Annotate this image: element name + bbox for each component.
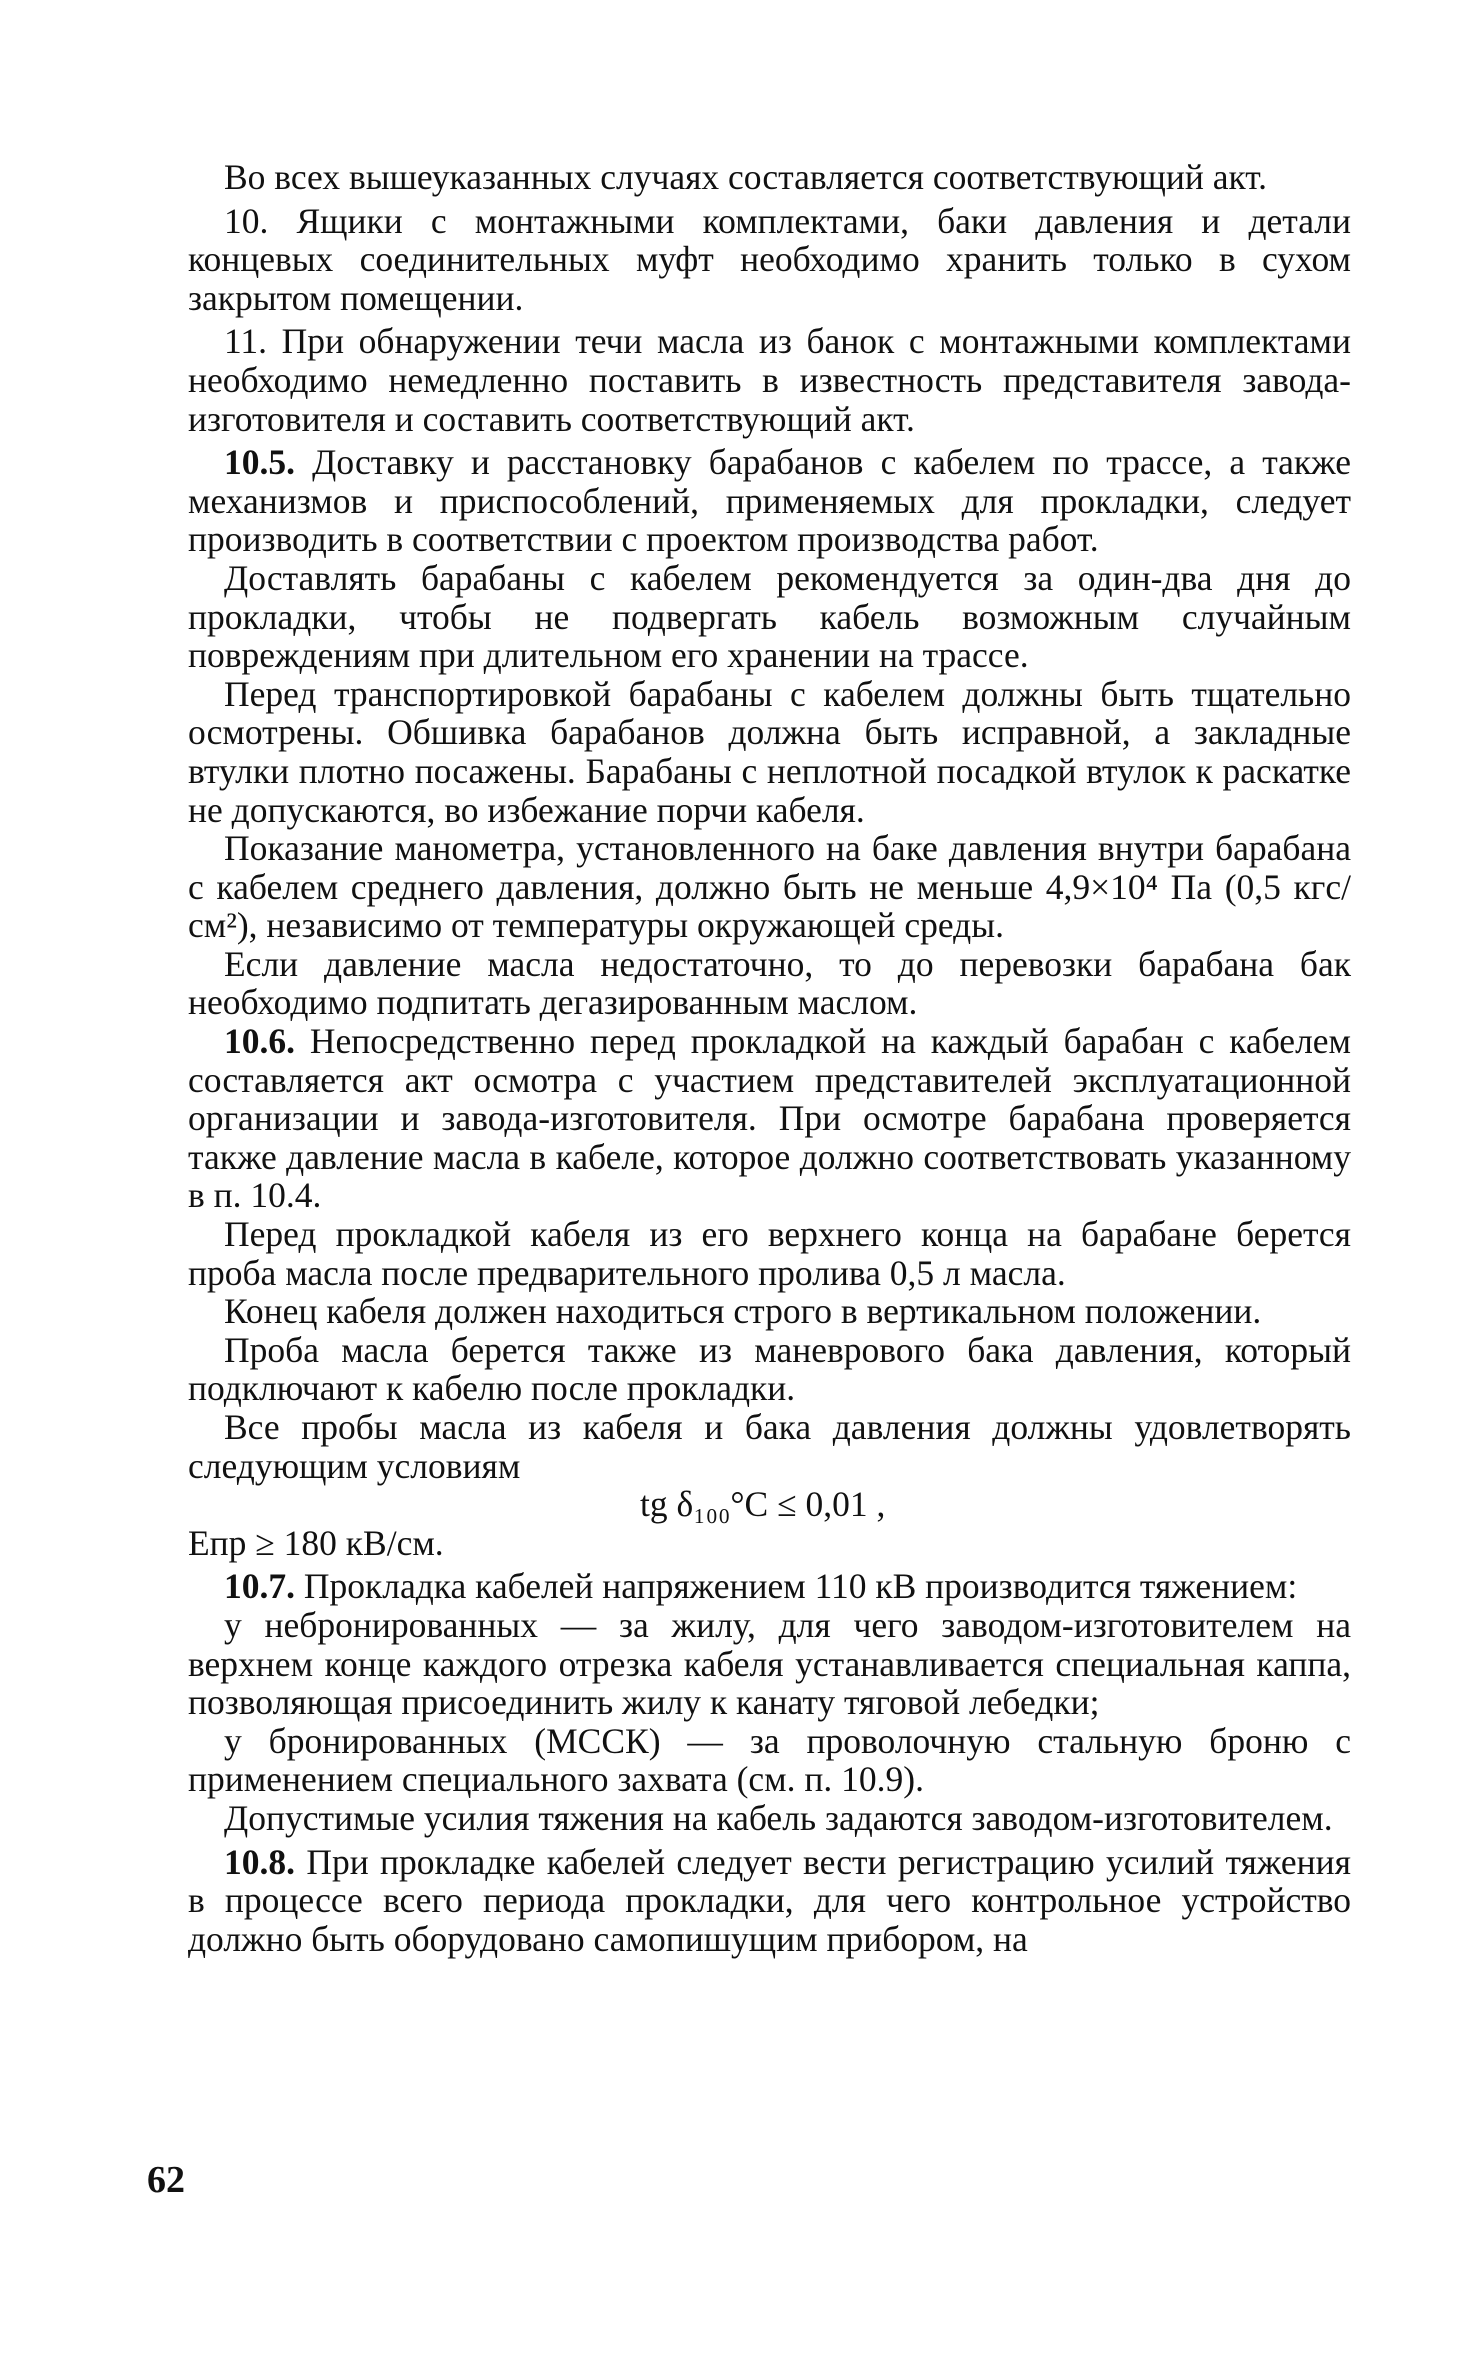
paragraph: Конец кабеля должен находиться строго в вертикальном положении. <box>224 1291 1262 1332</box>
paragraph: Доставлять барабаны с кабелем рекомендуется за один-два дня до прокладки, чтобы не подвергать кабель возможным случайным повреждениям при длительном его хранении на трассе. <box>188 557 1351 676</box>
paragraph: у небронированных — за жилу, для чего заводом-изготовителем на верхнем конце каждого отрезка кабеля устанавливается специальная каппа, позволяющая присоединить жилу к канату тяговой лебедки; <box>188 1604 1351 1723</box>
section-number: 10.6. <box>224 1021 295 1062</box>
paragraph: Во всех вышеуказанных случаях составляется соответствующий акт. <box>224 157 1268 197</box>
paragraph: Если давление масла недостаточно, то до перевозки барабана бак необходимо подпитать дегазированным маслом. <box>188 943 1351 1023</box>
paragraph: 11. При обнаружении течи масла из банок с монтажными комплектами необходимо немедленно поставить в известность представителя завода-изготовителя и составить соответствующий акт. <box>188 321 1351 439</box>
paragraph-10-6: 10.6. Непосредственно перед прокладкой на каждый барабан с кабелем составляется акт осмотра с участием представителей эксплуатационной организации и завода-изготовителя. При осмотре барабана проверяется также давление масла в кабеле, которое должно соответствовать указанному в п. 10.4. <box>188 1021 1352 1216</box>
body-text <box>188 158 1351 1958</box>
paragraph: у бронированных (МССК) — за проволочную стальную броню с применением специального захвата (см. п. 10.9). <box>188 1720 1351 1800</box>
section-number: 10.7. <box>224 1566 295 1607</box>
paragraph-10-5: 10.5. Доставку и расстановку барабанов с кабелем по трассе, а также механизмов и приспособлений, применяемых для прокладки, следует производить в соответствии с проектом производства работ. <box>188 442 1351 560</box>
paragraph: Перед транспортировкой барабаны с кабелем должны быть тщательно осмотрены. Обшивка барабанов должна быть исправной, а закладные втулки плотно посажены. Барабаны с неплотной посадкой втулок к раскатке не допускаются, во избежание порчи кабеля. <box>188 673 1351 830</box>
paragraph: 10. Ящики с монтажными комплектами, баки давления и детали концевых соединительных муфт необходимо хранить только в сухом закрытом помещении. <box>188 200 1351 318</box>
formula-epr: Eпр ≥ 180 кВ/см. <box>188 1522 444 1563</box>
paragraph-10-8: 10.8. При прокладке кабелей следует вести регистрацию усилий тяжения в процессе всего периода прокладки, для чего контрольное устройство должно быть оборудовано самопишущим прибором, на <box>188 1841 1352 1959</box>
formula-tg-delta: tg δ₁₀₀°C ≤ 0,01 , <box>640 1484 886 1525</box>
section-number: 10.8. <box>224 1841 295 1882</box>
paragraph: Перед прокладкой кабеля из его верхнего конца на барабане берется проба масла после предварительного пролива 0,5 л масла. <box>188 1214 1351 1293</box>
paragraph: Проба масла берется также из маневрового бака давления, который подключают к кабелю после прокладки. <box>188 1329 1351 1409</box>
paragraph: Допустимые усилия тяжения на кабель задаются заводом-изготовителем. <box>224 1797 1333 1838</box>
paragraph: Все пробы масла из кабеля и бака давления должны удовлетворять следующим условиям <box>188 1407 1351 1486</box>
paragraph-10-7: 10.7. Прокладка кабелей напряжением 110 кВ производится тяжением: <box>224 1566 1298 1607</box>
page-number: 62 <box>147 2159 185 2201</box>
paragraph: Показание манометра, установленного на баке давления внутри барабана с кабелем среднего давления, должно быть не меньше 4,9×10⁴ Па (0,5 кгс/см²), независимо от температуры окружающей среды. <box>188 828 1351 946</box>
section-number: 10.5. <box>224 442 295 483</box>
